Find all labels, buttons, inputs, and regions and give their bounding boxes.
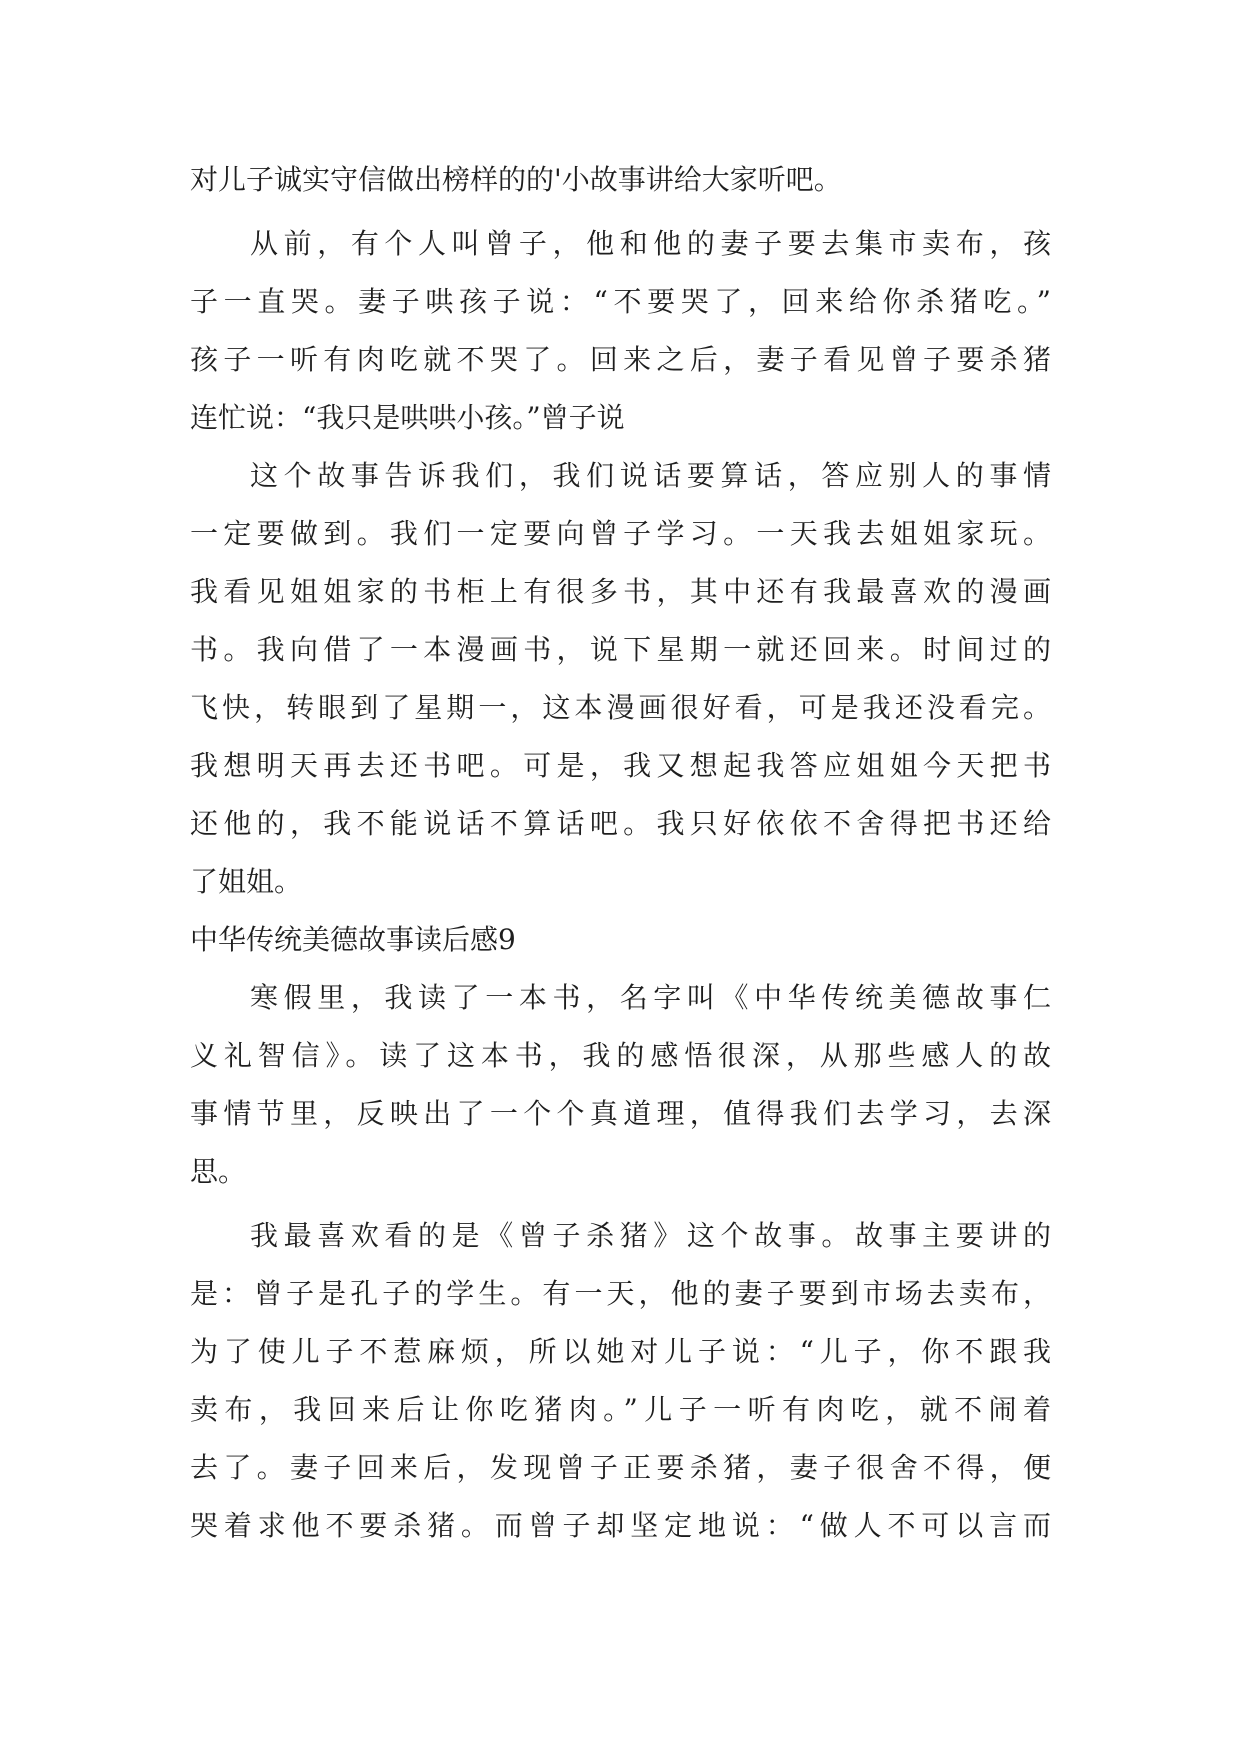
text-line: 这个故事告诉我们，我们说话要算话，答应别人的事情 bbox=[250, 459, 1051, 492]
paragraph bbox=[190, 215, 1051, 447]
text-line: 我想明天再去还书吧。可是，我又想起我答应姐姐今天把书 bbox=[190, 749, 1051, 782]
text-line: 飞快，转眼到了星期一，这本漫画很好看，可是我还没看完。 bbox=[190, 691, 1051, 724]
text-line: 义礼智信》。读了这本书，我的感悟很深，从那些感人的故 bbox=[190, 1039, 1051, 1072]
text-line: 我看见姐姐家的书柜上有很多书，其中还有我最喜欢的漫画 bbox=[190, 575, 1051, 608]
text-line: 了姐姐。 bbox=[190, 865, 303, 898]
text-line: 卖布，我回来后让你吃猪肉。”儿子一听有肉吃，就不闹着 bbox=[190, 1393, 1051, 1426]
text-line: 思。 bbox=[190, 1155, 247, 1188]
text-line: 连忙说：“我只是哄哄小孩。”曾子说 bbox=[190, 401, 625, 434]
text-line: 书。我向借了一本漫画书，说下星期一就还回来。时间过的 bbox=[190, 633, 1051, 666]
text-line: 是：曾子是孔子的学生。有一天，他的妻子要到市场去卖布， bbox=[190, 1277, 1051, 1310]
text-line: 从前，有个人叫曾子，他和他的妻子要去集市卖布，孩 bbox=[250, 227, 1051, 260]
paragraph bbox=[190, 1207, 1051, 1555]
text-line: 哭着求他不要杀猪。而曾子却坚定地说：“做人不可以言而 bbox=[190, 1509, 1051, 1542]
text-line: 寒假里，我读了一本书，名字叫《中华传统美德故事仁 bbox=[250, 981, 1051, 1014]
paragraph bbox=[190, 969, 1051, 1201]
document-body bbox=[190, 151, 1051, 1555]
text-line: 一定要做到。我们一定要向曾子学习。一天我去姐姐家玩。 bbox=[190, 517, 1051, 550]
text-line: 去了。妻子回来后，发现曾子正要杀猪，妻子很舍不得，便 bbox=[190, 1451, 1051, 1484]
paragraph bbox=[190, 151, 1051, 209]
text-line: 还他的，我不能说话不算话吧。我只好依依不舍得把书还给 bbox=[190, 807, 1051, 840]
text-line: 子一直哭。妻子哄孩子说：“不要哭了，回来给你杀猪吃。” bbox=[190, 285, 1051, 318]
text-line: 对儿子诚实守信做出榜样的的'小故事讲给大家听吧。 bbox=[190, 163, 842, 196]
section-heading: 中华传统美德故事读后感9 bbox=[190, 923, 516, 956]
text-line: 为了使儿子不惹麻烦，所以她对儿子说：“儿子，你不跟我 bbox=[190, 1335, 1051, 1368]
text-line: 我最喜欢看的是《曾子杀猪》这个故事。故事主要讲的 bbox=[250, 1219, 1051, 1252]
paragraph bbox=[190, 447, 1051, 911]
text-line: 孩子一听有肉吃就不哭了。回来之后，妻子看见曾子要杀猪 bbox=[190, 343, 1051, 376]
text-line: 事情节里，反映出了一个个真道理，值得我们去学习，去深 bbox=[190, 1097, 1051, 1130]
